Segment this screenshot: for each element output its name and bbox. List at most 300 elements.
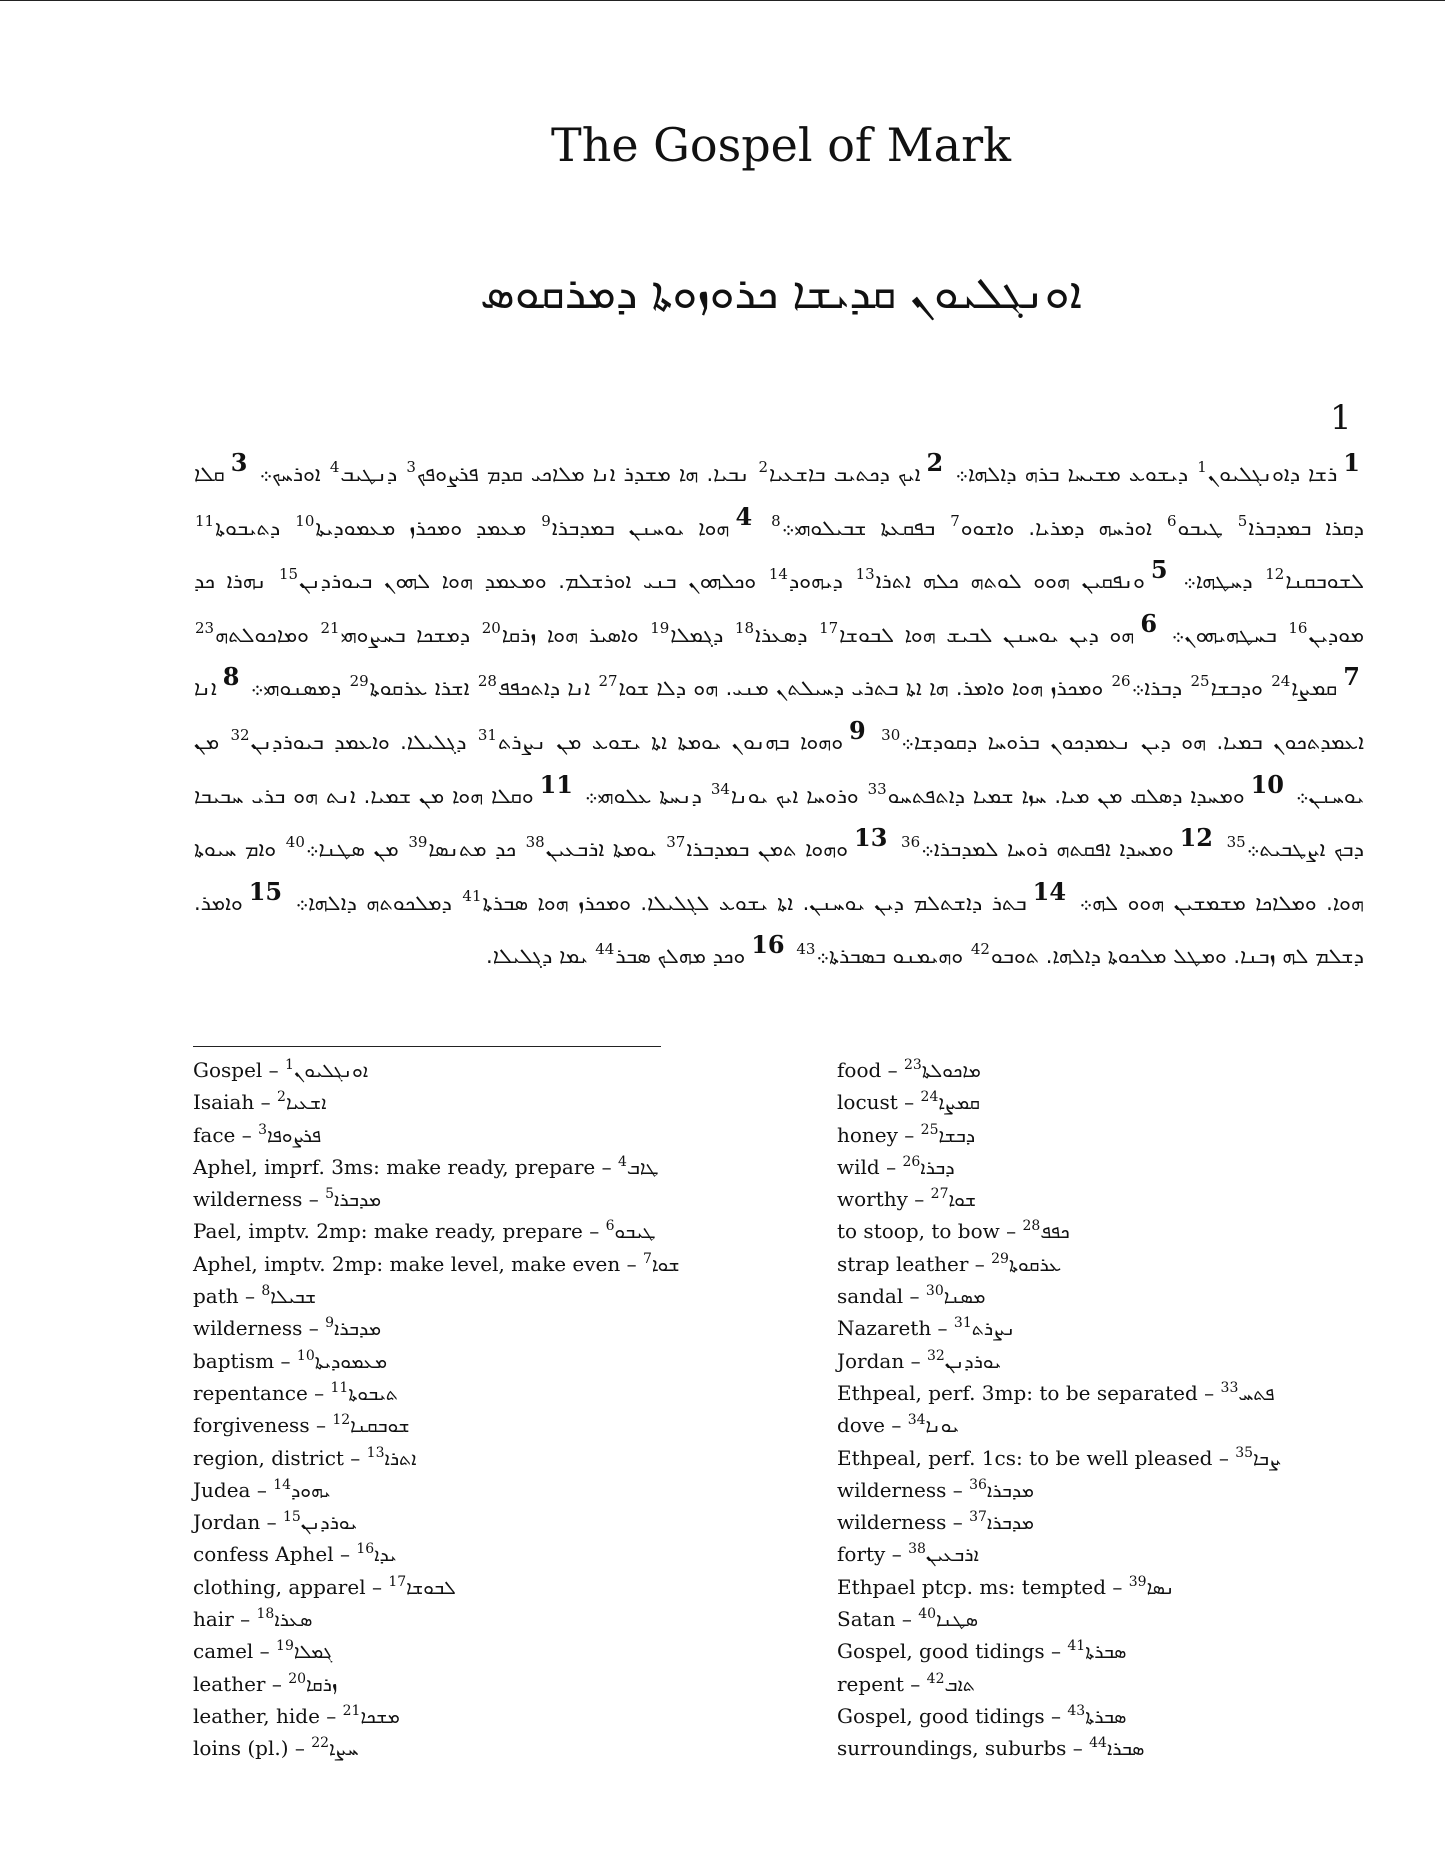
gloss-item <box>193 1538 753 1570</box>
gloss-english: repent <box>837 1671 904 1696</box>
gloss-dash: – <box>233 1607 257 1632</box>
footnote-marker: 19 <box>650 618 670 637</box>
verse-text: ܠܫܘܒܩܢܐ <box>1285 569 1365 594</box>
gloss-item <box>837 1474 1397 1506</box>
gloss-dash: – <box>895 1607 919 1632</box>
gloss-syriac: ܦܬܚ <box>1238 1382 1275 1405</box>
gloss-english: leather, hide <box>193 1703 320 1728</box>
gloss-dash: – <box>302 1187 326 1212</box>
gloss-item <box>193 1409 753 1441</box>
gloss-footnote-number: 29 <box>991 1250 1009 1267</box>
verse-number: 16 <box>751 930 785 960</box>
footnote-marker: 14 <box>768 565 788 584</box>
page-title: The Gospel of Mark <box>551 118 1011 172</box>
gloss-footnote-number: 12 <box>332 1412 351 1429</box>
gloss-syriac: ܝܘܢܐ <box>925 1415 959 1438</box>
verse-text: ܘܗܘܐ ܒܗܢܘܢ ܝܘܡܬܐ ܐܬܐ ܝܫܘܥ ܡܢ ܢܨܪܬ <box>497 729 844 754</box>
verse <box>243 662 1364 701</box>
gloss-english: Ethpael ptcp. ms: tempted <box>837 1574 1107 1599</box>
gloss-english: clothing, apparel <box>193 1574 366 1599</box>
gloss-footnote-number: 26 <box>902 1153 921 1170</box>
gloss-item <box>837 1248 1397 1280</box>
verse-text: ܗܘ ܕܝܢ ܝܘܚܢܢ ܠܒܝܫ ܗܘܐ ܠܒܘܫܐ <box>839 622 1135 647</box>
gloss-dash: – <box>1106 1574 1129 1599</box>
gloss-footnote-number: 24 <box>920 1089 939 1106</box>
gloss-syriac: ܡܫܟܐ <box>360 1705 400 1728</box>
gloss-english: food <box>837 1058 882 1082</box>
verse-text: ܕܢܛܝܒ <box>340 462 406 486</box>
gloss-english: confess Aphel <box>193 1542 334 1567</box>
gloss-item <box>193 1086 753 1118</box>
gloss-item <box>193 1474 753 1506</box>
verse-text: ܢܗܪܐ ܟܕ ܡܘܕܝܢ <box>194 569 1364 647</box>
gloss-english: wilderness <box>193 1316 303 1341</box>
gloss-syriac: ܣܒܪܬܐ <box>1085 1641 1127 1664</box>
footnote-marker: 15 <box>279 565 299 584</box>
gloss-item <box>193 1119 753 1151</box>
verse-number: 13 <box>854 823 888 853</box>
gloss-english: honey <box>837 1122 898 1147</box>
gloss-syriac: ܟܦܦ <box>1040 1221 1070 1244</box>
gloss-syriac: ܬܐܒ <box>944 1673 975 1696</box>
gloss-item <box>193 1635 753 1667</box>
verse-number: 8 <box>222 662 240 692</box>
gloss-dash: – <box>1212 1445 1236 1470</box>
gloss-dash: – <box>265 1671 289 1696</box>
gloss-english: wilderness <box>837 1510 947 1535</box>
gloss-footnote-number: 32 <box>926 1347 945 1364</box>
footnote-marker: 32 <box>230 725 250 744</box>
gloss-footnote-number: 8 <box>261 1283 271 1300</box>
gloss-item <box>193 1442 753 1474</box>
gloss-item <box>193 1345 753 1377</box>
footnote-marker: 10 <box>295 511 315 530</box>
gloss-english: sandal <box>837 1284 904 1309</box>
gloss-footnote-number: 5 <box>325 1186 334 1203</box>
verse-text: ܐܘܪܚܗ ܕܡܪܝܐ. ܘܐܫܘܘ <box>960 515 1166 540</box>
gloss-dash: – <box>1197 1380 1221 1405</box>
footnote-marker: 8 <box>771 511 781 530</box>
verse-number: 5 <box>1150 555 1168 585</box>
footnote-marker: 2 <box>758 458 768 476</box>
gloss-syriac: ܢܨܪܬ <box>971 1318 1016 1341</box>
verse-number: 6 <box>1140 608 1158 638</box>
verse-text: ܘܕܒܫܐ <box>1210 676 1271 701</box>
gloss-syriac: ܦܪܨܘܦܐ <box>267 1124 322 1147</box>
gloss-english: worthy <box>837 1187 908 1212</box>
syriac-title: ܐܘܢܓܠܝܘܢ ܩܕܝܫܐ ܟܪܘܙܘܬܐ ܕܡܪܩܘܣ <box>480 268 1082 319</box>
gloss-syriac: ܡܐܟܘܠܬܐ <box>921 1060 981 1082</box>
gloss-dash: – <box>309 1413 333 1438</box>
verse-text: ܐܫܪܐ ܥܪܩܘܬܐ <box>369 676 477 701</box>
gloss-item <box>193 1603 753 1635</box>
footnote-marker: 18 <box>734 618 755 637</box>
gloss-english: wilderness <box>193 1187 303 1212</box>
verse-text: ܘܐܡ ܚܝܘܬܐ ܗܘܐ. ܘܡܠܐܟܐ ܡܫܡܫܝܢ ܗܘܘ ܠܗ܀ <box>194 837 1364 915</box>
gloss-english: repentance <box>193 1380 308 1405</box>
gloss-english: strap leather <box>837 1251 969 1276</box>
gloss-footnote-number: 14 <box>273 1476 292 1493</box>
gloss-item <box>837 1183 1397 1215</box>
verse-text: ܕܡܣܢܘܗܝ܀ <box>243 676 349 701</box>
gloss-syriac: ܛܝܒܘ <box>614 1221 656 1244</box>
gloss-item <box>193 1377 753 1409</box>
gloss-english: face <box>193 1122 236 1147</box>
gloss-english: dove <box>837 1413 885 1438</box>
gloss-item <box>837 1538 1397 1570</box>
gloss-syriac: ܣܛܢܐ <box>936 1609 979 1632</box>
gloss-syriac: ܡܕܒܪܐ <box>334 1318 382 1341</box>
gloss-dash: – <box>946 1477 970 1502</box>
gloss-english: camel <box>193 1639 254 1664</box>
verse-text: ܡܢ ܝܘܚܢܢ܀ <box>194 729 1364 808</box>
gloss-syriac: ܫܘܒܩܢܐ <box>350 1415 410 1438</box>
gloss-dash: – <box>968 1251 992 1276</box>
verse-text: ܘܡܚܕܐ ܕܣܠܩ ܡܢ ܡܝܐ. ܚܙܐ ܫܡܝܐ ܕܐܬܦܬܚܘ <box>887 783 1245 808</box>
gloss-item <box>193 1732 753 1764</box>
gloss-item <box>193 1151 753 1183</box>
gloss-footnote-number: 20 <box>288 1670 307 1687</box>
gloss-syriac: ܩܡܨܐ <box>938 1092 980 1115</box>
gloss-english: Gospel, good tidings <box>837 1703 1045 1728</box>
verse-text: ܘܩܠܐ ܗܘܐ ܡܢ ܫܡܝܐ. ܐܢܬ ܗܘ ܒܪܝ ܚܒܝܒܐ ܕܒܟ ܐܨܛܒܝܬ܀ <box>194 783 1364 862</box>
gloss-dash: – <box>333 1542 357 1567</box>
footnote-marker: 4 <box>329 458 340 476</box>
gloss-dash: – <box>884 1413 908 1438</box>
verse-text: ܒܚܛܗܝܗܘܢ܀ <box>1161 622 1288 647</box>
footnote-marker: 20 <box>481 618 501 637</box>
gloss-item <box>837 1345 1397 1377</box>
gloss-syriac: ܬܝܒܘܬܐ <box>348 1382 398 1405</box>
verse-number: 14 <box>1032 876 1067 906</box>
gloss-syriac: ܠܒܘܫܐ <box>406 1576 456 1599</box>
gloss-footnote-number: 44 <box>1089 1735 1107 1752</box>
gloss-syriac: ܣܥܪܐ <box>274 1609 313 1632</box>
gloss-footnote-number: 7 <box>642 1250 652 1267</box>
gloss-dash: – <box>881 1058 905 1082</box>
verse-text: ܐܘܪܚܟ܀ <box>251 462 329 486</box>
verse-text <box>870 730 880 754</box>
footnote-marker: 11 <box>195 511 215 530</box>
gloss-english: leather <box>193 1671 266 1696</box>
gloss-syriac: ܐܘܢܓܠܝܘܢ <box>293 1060 369 1082</box>
footnote-marker: 30 <box>881 725 901 744</box>
gloss-syriac: ܣܒܪܬܐ <box>1085 1705 1127 1728</box>
gloss-item <box>837 1215 1397 1247</box>
gloss-dash: – <box>620 1251 643 1276</box>
gloss-footnote-number: 36 <box>969 1476 987 1493</box>
gloss-dash: – <box>897 1122 921 1147</box>
verse-number: 15 <box>248 876 283 906</box>
verse <box>251 448 947 486</box>
verse-text: ܛܝܒܘ <box>1177 515 1237 540</box>
gloss-syriac: ܡܣܢܐ <box>943 1286 986 1309</box>
gloss-english: Isaiah <box>193 1090 255 1115</box>
gloss-dash: – <box>288 1736 312 1761</box>
gloss-dash: – <box>302 1316 326 1341</box>
footnote-marker: 6 <box>1166 511 1177 530</box>
gloss-footnote-number: 30 <box>925 1283 944 1300</box>
verse-text: ܘܪܘܚܐ ܐܝܟ ܝܘܢܐ <box>730 783 867 808</box>
gloss-item <box>837 1506 1397 1538</box>
gloss-english: baptism <box>193 1348 275 1373</box>
gloss-syriac: ܣܒܪܐ <box>1106 1738 1145 1761</box>
gloss-dash: – <box>904 1348 927 1373</box>
footnote-marker: 25 <box>1190 672 1210 691</box>
gloss-item <box>837 1409 1397 1441</box>
gloss-syriac: ܙܪܩܐ <box>306 1673 338 1696</box>
verse-text: ܡܥܡܕ ܘܡܟܪܙ ܡܥܡܘܕܝܬܐ <box>315 515 541 540</box>
gloss-dash: – <box>254 1090 278 1115</box>
gloss-english: Aphel, imprf. 3ms: make ready, prepare <box>193 1154 596 1179</box>
gloss-footnote-number: 22 <box>311 1735 330 1752</box>
gloss-english: wild <box>837 1154 880 1179</box>
gloss-syriac: ܨܒܐ <box>1253 1447 1281 1470</box>
verse-text: ܕܡܠܟܘܬܗ ܕܐܠܗܐ܀ <box>286 890 462 915</box>
footnote-marker: 1 <box>1197 458 1207 476</box>
gloss-item <box>837 1668 1397 1700</box>
gloss-item <box>193 1280 753 1312</box>
verse-number: 7 <box>1343 662 1360 692</box>
gloss-dash: – <box>903 1284 926 1309</box>
gloss-footnote-number: 43 <box>1067 1702 1086 1719</box>
gloss-item <box>193 1183 753 1215</box>
gloss-footnote-number: 10 <box>296 1347 315 1364</box>
gloss-footnote-number: 2 <box>277 1089 286 1106</box>
gloss-footnote-number: 13 <box>366 1444 385 1461</box>
verse-text: ܟܕ ܡܬܢܣܐ <box>428 837 525 862</box>
verse-text: ܕܒܪܐ܀ <box>1131 676 1190 701</box>
footnote-marker: 27 <box>598 672 618 691</box>
gloss-syriac: ܕܒܪܐ <box>920 1156 955 1179</box>
verse-text: ܩܡܨܐ <box>1291 676 1338 701</box>
verse-number: 10 <box>1250 769 1284 799</box>
verse <box>194 608 1161 647</box>
verse-text: ܝܘܡܬܐ ܐܪܒܥܝܢ <box>545 837 666 862</box>
gloss-english: Gospel <box>193 1058 263 1082</box>
gloss-dash: – <box>582 1219 606 1244</box>
footnote-marker: 39 <box>408 833 428 852</box>
verse-text: ܘܗܘܐ ܬܡܢ ܒܡܕܒܪܐ <box>686 837 849 862</box>
gloss-dash: – <box>262 1058 286 1082</box>
gloss-dash: – <box>595 1154 618 1179</box>
verse-text <box>789 944 796 968</box>
gloss-syriac: ܛܐܒ <box>626 1156 659 1179</box>
verse <box>891 823 1217 862</box>
gloss-syriac: ܝܕܐ <box>374 1544 397 1567</box>
footnote-marker: 37 <box>666 833 686 852</box>
gloss-footnote-number: 31 <box>953 1315 972 1332</box>
gloss-syriac: ܕܒܫܐ <box>938 1124 976 1147</box>
verse-text: ܕܝܗܘܕ <box>788 569 855 594</box>
gloss-syriac: ܐܫܥܝܐ <box>285 1092 327 1115</box>
gloss-syriac: ܡܕܒܪܐ <box>986 1479 1034 1502</box>
gloss-english: Ethpeal, perf. 1cs: to be well pleased <box>837 1445 1213 1470</box>
footnote-marker: 31 <box>477 725 497 744</box>
gloss-syriac: ܥܪܩܘܬܐ <box>1008 1253 1062 1276</box>
footnote-marker: 41 <box>462 886 482 905</box>
gloss-footnote-number: 41 <box>1067 1638 1086 1655</box>
gloss-english: Jordan <box>837 1348 905 1373</box>
footnote-marker: 7 <box>950 511 960 530</box>
gloss-syriac: ܫܘܐ <box>948 1189 977 1212</box>
gloss-footnote-number: 34 <box>907 1412 926 1429</box>
verse-text: ܘܢܦܩܝܢ ܗܘܘ ܠܘܬܗ ܟܠܗ ܐܬܪܐ <box>875 569 1145 594</box>
gloss-footnote-number: 23 <box>904 1057 922 1073</box>
verse <box>286 876 1070 915</box>
gloss-dash: – <box>1044 1703 1068 1728</box>
verse-number: 2 <box>926 448 944 477</box>
footnote-marker: 9 <box>541 511 551 530</box>
verse-text: ܕܝܫܘܥ ܡܫܝܚܐ ܒܪܗ ܕܐܠܗܐ܀ <box>947 462 1197 486</box>
footnote-marker: 28 <box>477 672 497 691</box>
gloss-syriac: ܫܘܐ <box>651 1253 680 1276</box>
verse-number: 3 <box>230 448 248 477</box>
gloss-dash: – <box>319 1703 343 1728</box>
gloss-dash: – <box>907 1187 931 1212</box>
gloss-footnote-number: 33 <box>1220 1379 1239 1396</box>
verse-number: 11 <box>539 769 573 799</box>
verse-text: ܘܗܝܡܢܘ ܒܣܒܪܬܐ܀ <box>816 944 970 969</box>
footnote-marker: 35 <box>1226 833 1246 852</box>
gloss-syriac: ܚܨܐ <box>329 1738 359 1761</box>
verse-text: ܗܘܐ ܝܘܚܢܢ ܒܡܕܒܪܐ <box>551 515 730 540</box>
verse-text: ܘܡܟܪܙ ܗܘܐ ܘܐܡܪ. ܗܐ ܐܬܐ ܒܬܪܝ ܕܚܝܠܬܢ ܡܢܝ. ܗܘ ܕܠܐ ܫܘܐ <box>618 676 1111 701</box>
chapter-number: 1 <box>1330 398 1352 438</box>
footnote-marker: 42 <box>970 940 990 959</box>
footnote-marker: 13 <box>855 565 875 584</box>
gloss-footnote-number: 4 <box>617 1153 627 1170</box>
verse <box>486 930 789 969</box>
footnote-marker: 26 <box>1111 672 1131 691</box>
verse-text: ܩܠܐ ܕܩܪܐ ܒܡܕܒܪܐ <box>194 462 1364 540</box>
footnote-marker: 21 <box>320 618 340 637</box>
footnote-marker: 40 <box>285 833 305 852</box>
gloss-syriac: ܢܣܐ <box>1146 1576 1175 1599</box>
gloss-item <box>837 1635 1397 1667</box>
verse-text <box>891 837 900 861</box>
gloss-english: region, district <box>193 1445 344 1470</box>
gloss-dash: – <box>274 1348 297 1373</box>
glossary-left-column <box>193 1054 753 1765</box>
gloss-syriac: ܝܘܪܕܢܢ <box>944 1350 1002 1373</box>
verse-text: ܕܣܥܪܐ <box>755 622 819 647</box>
verse-text: ܘܟܠܗܘܢ ܒܢܝ ܐܘܪܫܠܡ. ܘܡܥܡܕ ܗܘܐ ܠܗܘܢ ܒܝܘܪܕܢܢ <box>299 569 768 594</box>
footnote-marker: 5 <box>1237 511 1248 530</box>
verse-text: ܡܢ ܣܛܢܐ܀ <box>305 837 408 862</box>
gloss-english: locust <box>837 1090 898 1115</box>
gloss-item <box>837 1732 1397 1764</box>
gloss-english: Judea <box>193 1477 251 1502</box>
gloss-syriac: ܐܪܒܥܝܢ <box>925 1544 979 1567</box>
gloss-dash: – <box>885 1542 909 1567</box>
verse-text: ܕܬܝܒܘܬܐ <box>215 515 295 540</box>
gloss-english: Nazareth <box>837 1316 932 1341</box>
gloss-dash: – <box>946 1510 970 1535</box>
verse-text: ܕܚܛܗܐ܀ <box>1171 569 1265 594</box>
verse-text: ܕܓܠܝܠܐ. ܘܐܥܡܕ ܒܝܘܪܕܢܢ <box>250 729 477 754</box>
gloss-item <box>837 1151 1397 1183</box>
gloss-dash: – <box>897 1090 921 1115</box>
footnote-marker: 43 <box>796 940 816 959</box>
gloss-english: wilderness <box>837 1477 947 1502</box>
gloss-item <box>193 1571 753 1603</box>
gloss-english: loins (pl.) <box>193 1736 289 1761</box>
top-border-line <box>0 0 1445 1</box>
gloss-footnote-number: 35 <box>1235 1444 1254 1461</box>
gloss-item <box>837 1377 1397 1409</box>
verse-text <box>756 516 770 540</box>
verse-text: ܘܡܚܕܐ ܐܦܩܬܗ ܪܘܚܐ ܠܡܕܒܪܐ܀ <box>921 837 1174 862</box>
footnote-marker: 38 <box>525 833 545 852</box>
verse-text: ܢܒܝܐ. ܗܐ ܡܫܕܪ ܐܢܐ ܡܠܐܟܝ ܩܕܡ ܦܪܨܘܦܟ <box>416 462 758 486</box>
footnote-marker: 23 <box>195 618 215 637</box>
verse-text: ܘܐܡܪ. ܕܫܠܡ ܠܗ ܙܒܢܐ. ܘܡܛܠ ܡܠܟܘܬܐ ܕܐܠܗܐ. ܬܘܒܘ <box>194 890 1364 969</box>
verse-text: ܐܢܐ ܕܐܬܟܦܦ <box>497 676 598 701</box>
gloss-footnote-number: 38 <box>908 1541 926 1558</box>
gloss-syriac: ܡܥܡܘܕܝܬܐ <box>314 1350 388 1373</box>
verse <box>947 448 1364 486</box>
footnote-marker: 24 <box>1271 672 1291 691</box>
gloss-english: surroundings, suburbs <box>837 1736 1067 1761</box>
gloss-english: forty <box>837 1542 886 1567</box>
gloss-dash: – <box>999 1219 1023 1244</box>
gloss-dash: – <box>307 1380 331 1405</box>
gloss-item <box>837 1312 1397 1344</box>
gloss-item <box>193 1215 753 1247</box>
gloss-english: forgiveness <box>193 1413 310 1438</box>
footnote-marker: 3 <box>406 458 416 476</box>
gloss-english: to stoop, to bow <box>837 1219 1000 1244</box>
gloss-dash: – <box>250 1477 274 1502</box>
gloss-dash: – <box>343 1445 367 1470</box>
verse-text: ܒܬܪ ܕܐܫܬܠܡ ܕܝܢ ܝܘܚܢܢ. ܐܬܐ ܝܫܘܥ ܠܓܠܝܠܐ. ܘܡܟܪܙ ܗܘܐ ܣܒܪܬܐ <box>482 890 1027 915</box>
gloss-english: Aphel, imptv. 2mp: make level, make even <box>193 1251 621 1276</box>
verse-text: ܘܡܐܟܘܠܬܗ <box>215 622 320 647</box>
verse-text: ܒܦܩܥܬܐ ܫܒܝܠܘܗܝ܀ <box>781 515 950 540</box>
verse-number: 9 <box>849 715 866 745</box>
gloss-syriac: ܐܬܪܐ <box>384 1447 417 1470</box>
gloss-item <box>193 1700 753 1732</box>
gloss-syriac: ܝܘܪܕܢܢ <box>300 1512 358 1535</box>
gloss-item <box>837 1119 1397 1151</box>
gloss-footnote-number: 27 <box>930 1186 949 1203</box>
footnote-marker: 33 <box>867 779 887 798</box>
verse-text: ܕܢܚܬܐ ܥܠܘܗܝ܀ <box>576 783 710 808</box>
verse-text: ܕܡܫܟܐ ܒܚܨܘܗܝ <box>340 622 481 647</box>
gloss-dash: – <box>238 1284 262 1309</box>
gloss-dash: – <box>1044 1639 1068 1664</box>
gloss-syriac: ܓܡܠܐ <box>293 1641 333 1664</box>
gloss-item <box>193 1668 753 1700</box>
glossary-right-column <box>837 1054 1397 1765</box>
footnote-marker: 12 <box>1265 565 1285 584</box>
gloss-footnote-number: 25 <box>920 1121 939 1138</box>
verse-text: ܘܟܕ ܡܗܠܟ ܣܒܪ <box>615 944 746 969</box>
footnote-marker: 29 <box>349 672 369 691</box>
gloss-footnote-number: 9 <box>325 1315 334 1332</box>
gloss-item <box>837 1442 1397 1474</box>
gloss-item <box>837 1603 1397 1635</box>
gloss-footnote-number: 19 <box>276 1638 294 1655</box>
gloss-item <box>193 1506 753 1538</box>
gloss-footnote-number: 11 <box>330 1379 349 1396</box>
gloss-footnote-number: 17 <box>388 1573 407 1590</box>
verse-text: ܘܐܣܝܪ ܗܘܐ ܙܪܩܐ <box>501 622 650 647</box>
footnote-marker: 36 <box>901 833 921 852</box>
footnote-marker: 34 <box>710 779 730 798</box>
verse-text: ܐܝܟ ܕܟܬܝܒ ܒܐܫܥܝܐ <box>769 462 921 486</box>
